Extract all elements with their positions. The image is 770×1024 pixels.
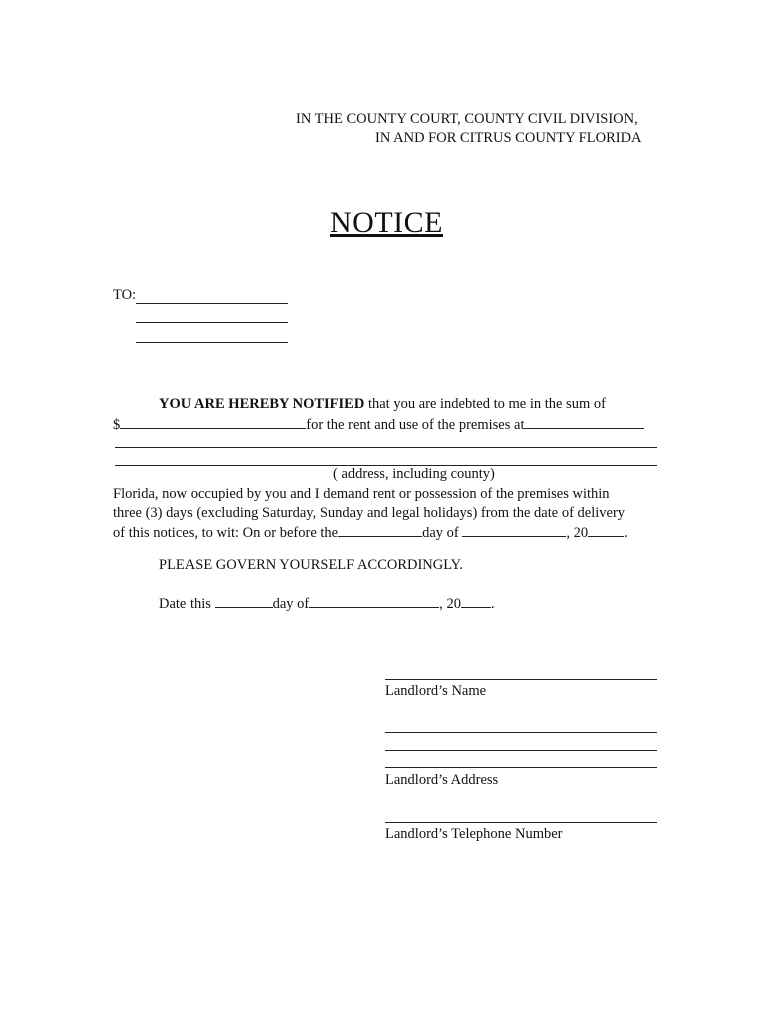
to-blank-line-1[interactable] (136, 303, 288, 304)
address-blank-line-1[interactable] (115, 447, 657, 448)
notice-paragraph-line-2 (113, 414, 644, 434)
landlord-address-label: Landlord’s Address (385, 772, 499, 788)
date-line (159, 593, 495, 613)
deadline-month-blank[interactable] (462, 522, 566, 537)
to-blank-line-3[interactable] (136, 342, 288, 343)
to-blank-line-2[interactable] (136, 322, 288, 323)
landlord-phone-label: Landlord’s Telephone Number (385, 826, 563, 842)
deadline-day-blank[interactable] (338, 522, 422, 537)
rent-text: for the rent and use of the premises at (306, 417, 525, 433)
year-prefix-text: , 20 (566, 525, 589, 541)
period-text: . (624, 525, 628, 541)
notified-rest-text: that you are indebted to me in the sum of (364, 396, 606, 412)
landlord-phone-line[interactable] (385, 822, 657, 823)
deadline-year-blank[interactable] (588, 522, 624, 537)
day-of-text: day of (422, 525, 459, 541)
notice-paragraph-line-5 (113, 522, 628, 542)
landlord-address-line-3[interactable] (385, 767, 657, 768)
premises-blank[interactable] (524, 414, 644, 429)
notice-paragraph-line-3: Florida, now occupied by you and I demand rent or possession of the premises within (113, 486, 610, 502)
notified-bold-text: YOU ARE HEREBY NOTIFIED (159, 396, 365, 412)
govern-statement: PLEASE GOVERN YOURSELF ACCORDINGLY. (159, 557, 463, 573)
notice-paragraph-line-1 (159, 396, 606, 413)
date-period-text: . (490, 596, 495, 612)
date-year-blank[interactable] (461, 593, 491, 608)
landlord-name-line[interactable] (385, 679, 657, 680)
date-day-of-text: day of (272, 596, 310, 612)
court-heading-line-2: IN AND FOR CITRUS COUNTY FLORIDA (375, 130, 642, 146)
landlord-address-line-1[interactable] (385, 732, 657, 733)
to-label: TO: (113, 287, 137, 303)
date-day-blank[interactable] (215, 593, 273, 608)
landlord-address-line-2[interactable] (385, 750, 657, 751)
court-heading-line-1: IN THE COUNTY COURT, COUNTY CIVIL DIVISION, (296, 111, 638, 127)
address-caption: ( address, including county) (333, 466, 495, 482)
document-title: NOTICE (330, 206, 443, 239)
on-or-before-text: of this notices, to wit: On or before the (113, 525, 339, 541)
notice-paragraph-line-4: three (3) days (excluding Saturday, Sunday and legal holidays) from the date of delivery (113, 505, 626, 521)
amount-blank[interactable] (120, 414, 306, 429)
date-month-blank[interactable] (309, 593, 439, 608)
date-this-text: Date this (159, 596, 215, 612)
dollar-sign: $ (113, 417, 121, 433)
date-year-prefix-text: , 20 (439, 596, 461, 612)
landlord-name-label: Landlord’s Name (385, 683, 487, 699)
